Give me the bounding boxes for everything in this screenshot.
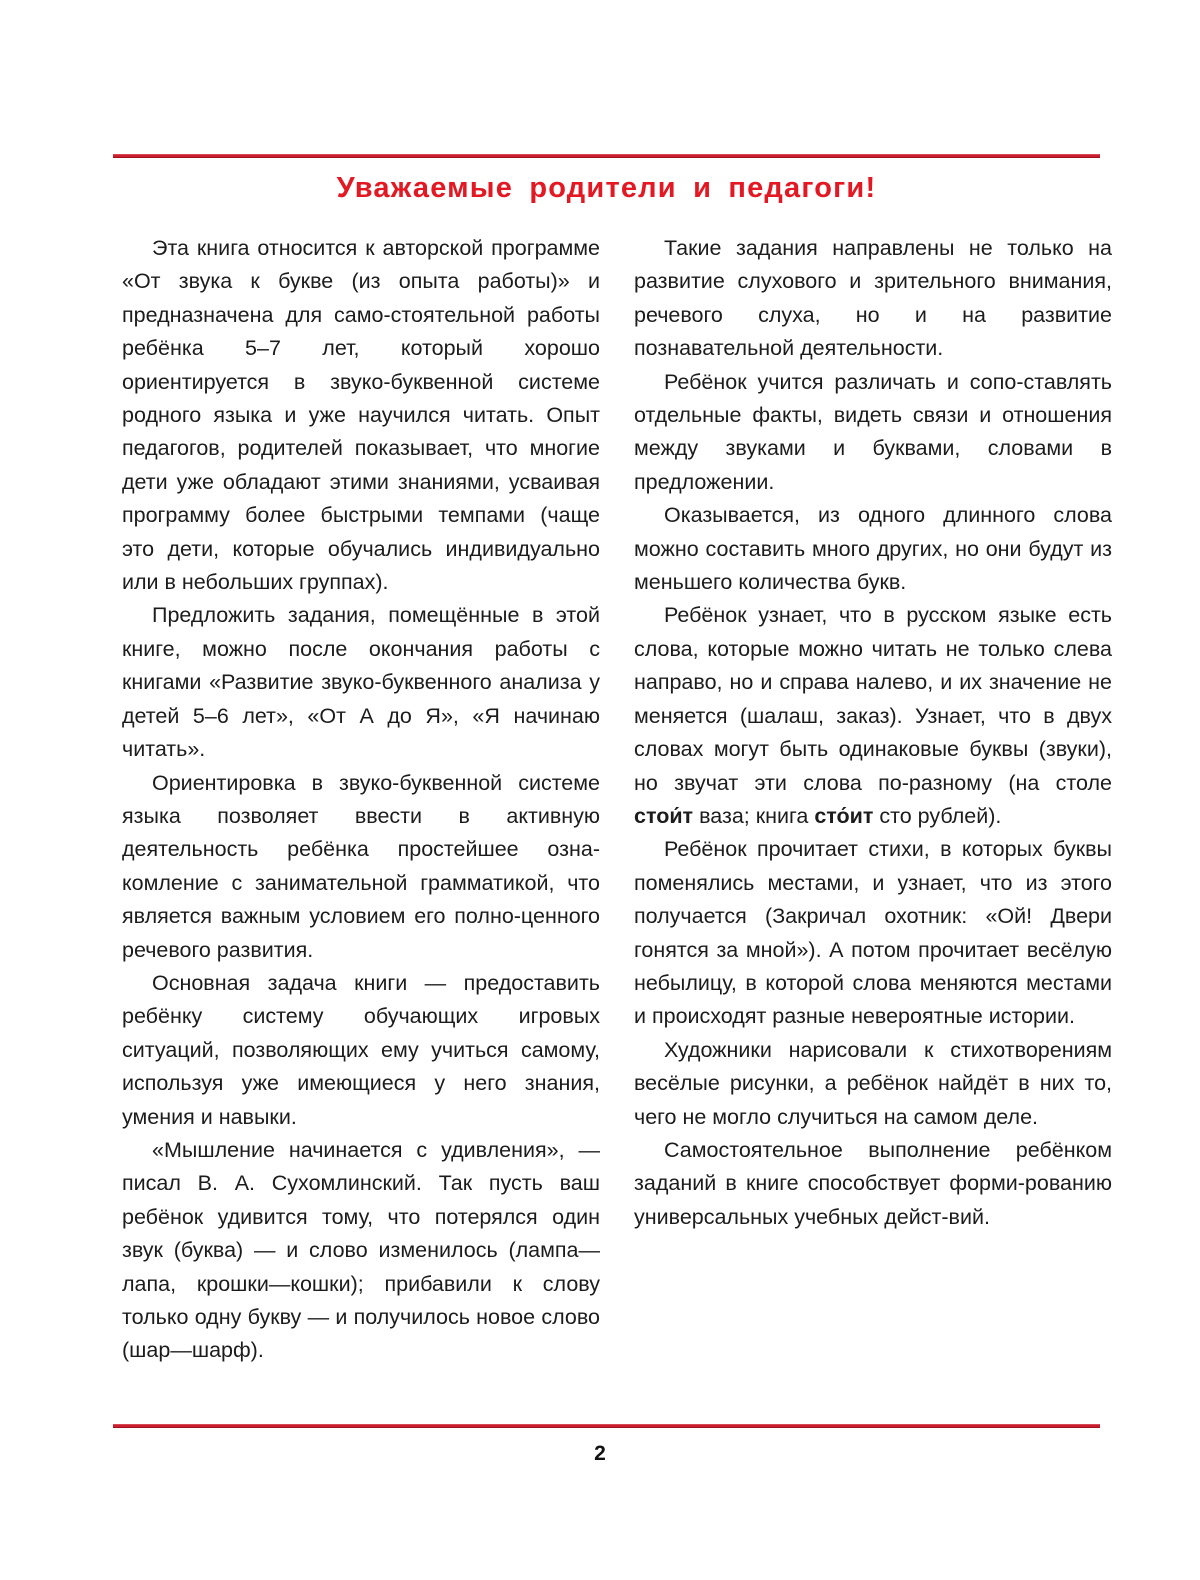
paragraph: Ориентировка в звуко-буквенной системе языка позволяет ввести в активную деятельность ребёнка простейшее озна-комление с занимательной грамматикой, что является важным условием его полно-ценного речевого развития. <box>122 770 600 962</box>
paragraph: Ребёнок узнает, что в русском языке есть слова, которые можно читать не только слева направо, но и справа налево, и их значение не меняется (шалаш, заказ). Узнает, что в двух словах могут быть одинаковые буквы (звуки), но звучат эти слова по-разному (на столе стои́т ваза; книга сто́ит сто рублей). <box>634 603 1112 828</box>
paragraph: Ребёнок прочитает стихи, в которых буквы поменялись местами, и узнает, что из этого получается (Закричал охотник: «Ой! Двери гонятся за мной»). А потом прочитает весёлую небылицу, в которой слова меняются местами и происходят разные невероятные истории. <box>634 837 1112 1029</box>
left-column <box>122 232 600 1368</box>
paragraph: Ребёнок учится различать и сопо-ставлять отдельные факты, видеть связи и отношения между звуками и буквами, словами в предложении. <box>634 369 1112 494</box>
right-column <box>634 232 1112 1234</box>
paragraph: Эта книга относится к авторской программе «От звука к букве (из опыта работы)» и предназначена для само-стоятельной работы ребёнка 5–7 лет, который хорошо ориентируется в звуко-буквенной системе родного языка и уже научился читать. Опыт педагогов, родителей показывает, что многие дети уже обладают этими знаниями, усваивая программу более быстрыми темпами (чаще это дети, которые обучались индивидуально или в небольших группах). <box>122 236 600 595</box>
emphasised-word: сто́ит <box>814 803 874 828</box>
page-number: 2 <box>594 1442 606 1465</box>
paragraph: «Мышление начинается с удивления», — писал В. А. Сухомлинский. Так пусть ваш ребёнок удивится тому, что потерялся один звук (буква) — и слово изменилось (лампа—лапа, крошки—кошки); прибавили к слову только одну букву — и получилось новое слово (шар—шарф). <box>122 1137 600 1363</box>
paragraph: Самостоятельное выполнение ребёнком заданий в книге способствует форми-рованию универсальных учебных дейст-вий. <box>634 1137 1112 1229</box>
paragraph: Такие задания направлены не только на развитие слухового и зрительного внимания, речевого слуха, но и на развитие познавательной деятельности. <box>634 236 1112 361</box>
emphasised-word: стои́т <box>634 803 694 828</box>
paragraph: Художники нарисовали к стихотворениям весёлые рисунки, а ребёнок найдёт в них то, чего не могло случиться на самом деле. <box>634 1037 1112 1129</box>
paragraph: Основная задача книги — предоставить ребёнку систему обучающих игровых ситуаций, позволяющих ему учиться самому, используя уже имеющиеся у него знания, умения и навыки. <box>122 970 600 1129</box>
paragraph: Оказывается, из одного длинного слова можно составить много других, но они будут из меньшего количества букв. <box>634 503 1112 595</box>
header-rule <box>113 154 1100 158</box>
two-column-body <box>122 232 1112 1368</box>
page-title: Уважаемые родители и педагоги! <box>336 172 877 204</box>
paragraph: Предложить задания, помещённые в этой книге, можно после окончания работы с книгами «Развитие звуко-буквенного анализа у детей 5–6 лет», «От А до Я», «Я начинаю читать». <box>122 603 600 762</box>
footer-rule <box>113 1424 1100 1428</box>
